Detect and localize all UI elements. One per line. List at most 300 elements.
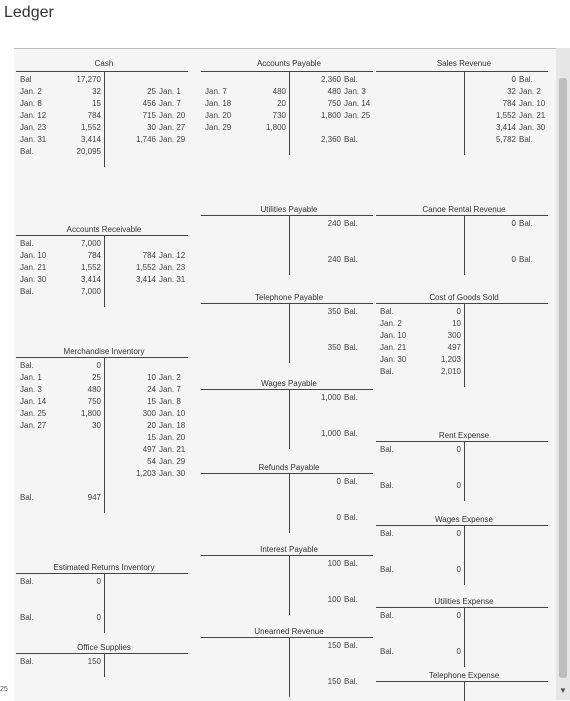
debit-amount: 0 (456, 445, 461, 454)
credit-amount: 10 (147, 373, 156, 382)
credit-label: Jan. 2 (519, 87, 541, 96)
credit-label: Bal. (344, 513, 358, 522)
debit-amount: 1,800 (80, 409, 101, 418)
credit-label: Bal. (344, 393, 358, 402)
t-account-rule (376, 681, 548, 682)
credit-amount: 15 (147, 433, 156, 442)
account-title: Interest Payable (260, 545, 318, 554)
credit-label: Bal. (344, 559, 358, 568)
t-account-rule (16, 573, 188, 574)
debit-amount: 10 (452, 319, 461, 328)
credit-amount: 784 (142, 251, 156, 260)
ledger-row (199, 477, 379, 489)
debit-amount: 1,800 (265, 123, 286, 132)
t-account-rule (201, 389, 373, 390)
credit-amount: 350 (327, 343, 341, 352)
credit-label: Bal. (519, 255, 533, 264)
account-interest-payable (199, 545, 379, 619)
account-title: Estimated Returns Inventory (53, 563, 155, 572)
t-account-rule (16, 653, 188, 654)
credit-amount: 20 (147, 421, 156, 430)
debit-label: Bal. (20, 239, 34, 248)
t-account-rule (201, 555, 373, 556)
debit-label: Jan. 8 (20, 99, 42, 108)
credit-label: Jan. 27 (159, 123, 186, 132)
debit-amount: 0 (456, 647, 461, 656)
t-account-rule (16, 71, 188, 72)
ledger-row (14, 385, 194, 397)
credit-label: Jan. 3 (344, 87, 366, 96)
ledger-row (374, 231, 554, 243)
debit-amount: 1,552 (80, 123, 101, 132)
credit-label: Bal. (344, 307, 358, 316)
debit-amount: 1,203 (440, 355, 461, 364)
credit-label: Jan. 7 (159, 99, 181, 108)
debit-label: Jan. 23 (20, 123, 47, 132)
credit-amount: 1,552 (495, 111, 516, 120)
t-account-rule (376, 525, 548, 526)
account-title: Canoe Rental Revenue (422, 205, 506, 214)
credit-label: Jan. 30 (159, 469, 186, 478)
credit-amount: 0 (336, 513, 341, 522)
ledger-row (374, 87, 554, 99)
credit-label: Jan. 29 (159, 135, 186, 144)
ledger-row (14, 147, 194, 159)
debit-label: Jan. 20 (205, 111, 232, 120)
account-cash (14, 59, 194, 171)
credit-amount: 3,414 (495, 123, 516, 132)
ledger-row (14, 251, 194, 263)
ledger-row (199, 513, 379, 525)
credit-amount: 150 (327, 677, 341, 686)
ledger-row (374, 343, 554, 355)
debit-amount: 0 (456, 481, 461, 490)
debit-label: Bal. (20, 577, 34, 586)
ledger-row (199, 75, 379, 87)
ledger-row (199, 677, 379, 689)
debit-amount: 7,000 (80, 287, 101, 296)
debit-amount: 784 (87, 111, 101, 120)
ledger-row (199, 417, 379, 429)
account-title: Accounts Payable (256, 59, 322, 68)
debit-label: Jan. 31 (20, 135, 47, 144)
credit-label: Bal. (344, 219, 358, 228)
ledger-row (14, 589, 194, 601)
credit-amount: 3,414 (135, 275, 156, 284)
debit-amount: 497 (447, 343, 461, 352)
credit-amount: 100 (327, 595, 341, 604)
ledger-row (374, 647, 554, 659)
debit-label: Jan. 2 (380, 319, 402, 328)
ledger-row (199, 331, 379, 343)
debit-label: Jan. 21 (20, 263, 47, 272)
credit-amount: 784 (502, 99, 516, 108)
ledger-row (374, 123, 554, 135)
debit-amount: 750 (87, 397, 101, 406)
ledger-row (374, 243, 554, 255)
account-telephone-expense (374, 671, 554, 701)
debit-amount: 2,010 (440, 367, 461, 376)
ledger-row (14, 433, 194, 445)
debit-label: Jan. 12 (20, 111, 47, 120)
t-account-rule (201, 473, 373, 474)
debit-label: Bal (20, 75, 32, 84)
t-account-rule (376, 71, 548, 72)
ledger-row (14, 263, 194, 275)
ledger-row (199, 319, 379, 331)
credit-amount: 1,203 (135, 469, 156, 478)
debit-label: Bal. (380, 367, 394, 376)
ledger-row (199, 87, 379, 99)
account-title: Telephone Expense (428, 671, 500, 680)
t-account-rule (201, 637, 373, 638)
credit-amount: 1,800 (320, 111, 341, 120)
account-utilities-expense (374, 597, 554, 671)
debit-label: Jan. 30 (380, 355, 407, 364)
debit-amount: 150 (87, 657, 101, 666)
scrollbar-thumb[interactable] (559, 78, 567, 678)
ledger-row (374, 469, 554, 481)
credit-amount: 150 (327, 641, 341, 650)
credit-amount: 100 (327, 559, 341, 568)
ledger-row (199, 653, 379, 665)
account-telephone-payable (199, 293, 379, 367)
credit-amount: 0 (511, 255, 516, 264)
debit-amount: 784 (87, 251, 101, 260)
ledger-row (199, 665, 379, 677)
credit-label: Jan. 12 (159, 251, 186, 260)
ledger-row (14, 493, 194, 505)
debit-amount: 0 (96, 361, 101, 370)
credit-amount: 300 (142, 409, 156, 418)
debit-amount: 15 (92, 99, 101, 108)
debit-amount: 0 (96, 613, 101, 622)
debit-label: Jan. 10 (20, 251, 47, 260)
ledger-row (374, 611, 554, 623)
left-edge-mark: 25 (0, 686, 8, 693)
credit-label: Bal. (344, 595, 358, 604)
t-account-rule (201, 215, 373, 216)
debit-label: Bal. (20, 287, 34, 296)
ledger-row (199, 405, 379, 417)
debit-label: Bal. (380, 481, 394, 490)
account-title: Merchandise Inventory (63, 347, 145, 356)
credit-label: Jan. 31 (159, 275, 186, 284)
credit-label: Bal. (344, 677, 358, 686)
account-refunds-payable (199, 463, 379, 537)
debit-amount: 480 (272, 87, 286, 96)
credit-label: Jan. 8 (159, 397, 181, 406)
ledger-row (374, 319, 554, 331)
account-utilities-payable (199, 205, 379, 279)
t-account-rule (376, 303, 548, 304)
debit-label: Bal. (20, 493, 34, 502)
t-account-rule (376, 441, 548, 442)
credit-label: Jan. 20 (159, 111, 186, 120)
ledger-row (374, 635, 554, 647)
ledger-row (199, 135, 379, 147)
ledger-row (374, 529, 554, 541)
ledger-row (14, 287, 194, 299)
debit-amount: 480 (87, 385, 101, 394)
ledger-row (199, 595, 379, 607)
ledger-row (199, 429, 379, 441)
credit-label: Bal. (519, 135, 533, 144)
debit-label: Bal. (380, 565, 394, 574)
account-sales-revenue (374, 59, 554, 159)
account-accounts-receivable (14, 225, 194, 311)
account-estimated-returns-inventory (14, 563, 194, 637)
t-account-rule (376, 215, 548, 216)
debit-label: Bal. (380, 611, 394, 620)
ledger-row (14, 601, 194, 613)
debit-amount: 0 (456, 565, 461, 574)
ledger-row (199, 243, 379, 255)
t-account-divider (464, 681, 465, 701)
ledger-row (374, 367, 554, 379)
ledger-row (374, 445, 554, 457)
ledger-row (14, 111, 194, 123)
account-rent-expense (374, 431, 554, 505)
ledger-row (199, 501, 379, 513)
credit-label: Bal. (519, 219, 533, 228)
credit-label: Jan. 10 (519, 99, 546, 108)
ledger-row (374, 99, 554, 111)
ledger-row (199, 343, 379, 355)
credit-amount: 54 (147, 457, 156, 466)
debit-amount: 3,414 (80, 275, 101, 284)
ledger-row (199, 111, 379, 123)
scroll-down-arrow-icon[interactable]: ▼ (559, 686, 567, 695)
ledger-row (14, 361, 194, 373)
account-title: Refunds Payable (258, 463, 320, 472)
account-title: Accounts Receivable (66, 225, 142, 234)
debit-amount: 1,552 (80, 263, 101, 272)
credit-amount: 32 (507, 87, 516, 96)
ledger-row (199, 641, 379, 653)
page-title: Ledger (4, 4, 54, 21)
debit-label: Jan. 3 (20, 385, 42, 394)
ledger-row (374, 457, 554, 469)
account-title: Utilities Payable (260, 205, 318, 214)
ledger-row (374, 553, 554, 565)
ledger-row (199, 99, 379, 111)
credit-label: Bal. (344, 75, 358, 84)
credit-amount: 1,746 (135, 135, 156, 144)
ledger-row (374, 111, 554, 123)
credit-amount: 15 (147, 397, 156, 406)
account-merchandise-inventory (14, 347, 194, 517)
credit-label: Jan. 30 (519, 123, 546, 132)
ledger-row (14, 657, 194, 669)
ledger-row (199, 219, 379, 231)
credit-amount: 1,552 (135, 263, 156, 272)
credit-label: Jan. 14 (344, 99, 371, 108)
ledger-row (14, 421, 194, 433)
debit-label: Bal. (20, 613, 34, 622)
ledger-row (374, 541, 554, 553)
debit-label: Jan. 1 (20, 373, 42, 382)
account-title: Wages Expense (435, 515, 493, 524)
account-cost-of-goods-sold (374, 293, 554, 391)
t-account-rule (376, 607, 548, 608)
credit-amount: 0 (336, 477, 341, 486)
credit-label: Jan. 1 (159, 87, 181, 96)
ledger-row (199, 583, 379, 595)
ledger-row (14, 87, 194, 99)
credit-label: Jan. 25 (344, 111, 371, 120)
ledger-row (374, 355, 554, 367)
ledger-row (374, 565, 554, 577)
debit-label: Bal. (20, 657, 34, 666)
debit-amount: 25 (92, 373, 101, 382)
credit-amount: 25 (147, 87, 156, 96)
credit-label: Jan. 21 (519, 111, 546, 120)
ledger-row (14, 99, 194, 111)
debit-label: Jan. 25 (20, 409, 47, 418)
ledger-row (14, 397, 194, 409)
credit-amount: 24 (147, 385, 156, 394)
ledger-row (199, 123, 379, 135)
debit-label: Bal. (380, 647, 394, 656)
credit-amount: 2,360 (320, 135, 341, 144)
debit-label: Jan. 7 (205, 87, 227, 96)
ledger-row (199, 571, 379, 583)
vertical-scrollbar[interactable] (556, 48, 570, 700)
ledger-row (199, 255, 379, 267)
debit-amount: 730 (272, 111, 286, 120)
debit-label: Jan. 10 (380, 331, 407, 340)
ledger-row (14, 239, 194, 251)
credit-amount: 5,782 (495, 135, 516, 144)
ledger-row (374, 135, 554, 147)
debit-amount: 3,414 (80, 135, 101, 144)
ledger-row (14, 135, 194, 147)
credit-amount: 0 (511, 219, 516, 228)
debit-label: Bal. (20, 147, 34, 156)
credit-amount: 750 (327, 99, 341, 108)
ledger-row (14, 577, 194, 589)
account-title: Rent Expense (438, 431, 490, 440)
ledger-row (374, 75, 554, 87)
debit-label: Jan. 27 (20, 421, 47, 430)
ledger-row (199, 307, 379, 319)
ledger-row (374, 255, 554, 267)
debit-amount: 0 (456, 611, 461, 620)
account-title: Cost of Goods Sold (429, 293, 499, 302)
debit-amount: 0 (96, 577, 101, 586)
debit-amount: 30 (92, 421, 101, 430)
account-title: Sales Revenue (436, 59, 492, 68)
debit-label: Jan. 21 (380, 343, 407, 352)
ledger-row (14, 457, 194, 469)
account-title: Cash (94, 59, 114, 68)
debit-label: Bal. (380, 307, 394, 316)
debit-amount: 17,270 (76, 75, 101, 84)
debit-label: Jan. 14 (20, 397, 47, 406)
credit-label: Jan. 18 (159, 421, 186, 430)
account-wages-expense (374, 515, 554, 589)
ledger-row (199, 393, 379, 405)
ledger-row (14, 75, 194, 87)
ledger-row (14, 481, 194, 493)
account-title: Telephone Payable (254, 293, 324, 302)
ledger-row (199, 231, 379, 243)
credit-amount: 30 (147, 123, 156, 132)
ledger-row (14, 373, 194, 385)
credit-label: Jan. 23 (159, 263, 186, 272)
ledger-row (374, 623, 554, 635)
credit-amount: 497 (142, 445, 156, 454)
t-account-rule (16, 235, 188, 236)
t-account-rule (201, 71, 373, 72)
debit-amount: 300 (447, 331, 461, 340)
debit-label: Jan. 2 (20, 87, 42, 96)
t-account-rule (201, 303, 373, 304)
account-office-supplies (14, 643, 194, 681)
ledger-row (199, 489, 379, 501)
debit-amount: 0 (456, 529, 461, 538)
debit-amount: 32 (92, 87, 101, 96)
credit-amount: 240 (327, 219, 341, 228)
account-wages-payable (199, 379, 379, 453)
credit-label: Jan. 21 (159, 445, 186, 454)
credit-label: Bal. (344, 343, 358, 352)
ledger-row (374, 219, 554, 231)
account-title: Office Supplies (77, 643, 131, 652)
debit-amount: 947 (87, 493, 101, 502)
account-title: Utilities Expense (434, 597, 494, 606)
credit-amount: 350 (327, 307, 341, 316)
credit-amount: 480 (327, 87, 341, 96)
account-accounts-payable (199, 59, 379, 159)
credit-amount: 1,000 (320, 429, 341, 438)
account-canoe-rental-revenue (374, 205, 554, 279)
ledger-row (199, 559, 379, 571)
credit-label: Jan. 7 (159, 385, 181, 394)
debit-label: Jan. 30 (20, 275, 47, 284)
ledger-row (374, 481, 554, 493)
debit-label: Bal. (380, 445, 394, 454)
credit-label: Jan. 20 (159, 433, 186, 442)
credit-label: Bal. (344, 429, 358, 438)
credit-amount: 240 (327, 255, 341, 264)
t-account-rule (16, 357, 188, 358)
debit-amount: 20,095 (76, 147, 101, 156)
account-title: Unearned Revenue (254, 627, 324, 636)
debit-label: Bal. (20, 361, 34, 370)
credit-label: Bal. (344, 641, 358, 650)
credit-amount: 0 (511, 75, 516, 84)
ledger-row (374, 307, 554, 319)
ledger-row (14, 275, 194, 287)
debit-amount: 0 (456, 307, 461, 316)
debit-label: Jan. 18 (205, 99, 232, 108)
debit-label: Bal. (380, 529, 394, 538)
credit-label: Bal. (344, 255, 358, 264)
credit-amount: 1,000 (320, 393, 341, 402)
ledger-row (374, 331, 554, 343)
ledger-row (14, 469, 194, 481)
credit-label: Jan. 29 (159, 457, 186, 466)
credit-label: Bal. (344, 135, 358, 144)
account-unearned-revenue (199, 627, 379, 701)
debit-label: Jan. 29 (205, 123, 232, 132)
credit-label: Jan. 10 (159, 409, 186, 418)
ledger-row (14, 445, 194, 457)
ledger-row (14, 409, 194, 421)
ledger-panel[interactable] (14, 48, 556, 701)
